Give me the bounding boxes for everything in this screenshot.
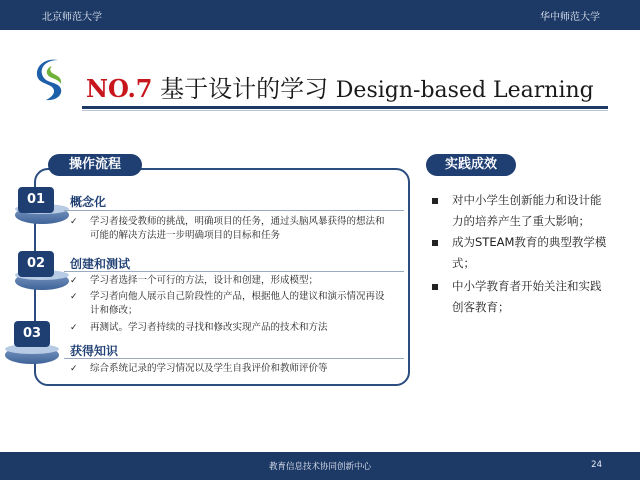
footer-center: 教育信息技术协同创新中心: [268, 462, 371, 472]
check-icon: ✓: [70, 276, 78, 286]
step-number-02: 02: [18, 251, 54, 277]
square-bullet-icon: [432, 284, 438, 290]
check-icon: ✓: [70, 217, 78, 227]
results-label: 实践成效: [426, 154, 516, 176]
left-institution: 北京师范大学: [42, 12, 102, 23]
institution-logo-icon: [34, 56, 70, 104]
check-icon: ✓: [70, 292, 78, 302]
result-item: 对中小学生创新能力和设计能力的培养产生了重大影响；: [452, 193, 602, 228]
slide-title: [86, 74, 594, 106]
process-label: 操作流程: [48, 154, 142, 176]
step-divider: [64, 358, 404, 359]
top-bar: [0, 0, 640, 30]
footer-bar: [0, 452, 640, 480]
step-item: 再测试。学习者持续的寻找和修改实现产品的技术和方法: [90, 322, 328, 333]
step-item: 学习者向他人展示自己阶段性的产品，根据他人的建议和演示情况再设计和修改；: [90, 291, 385, 316]
step-item: 学习者接受教师的挑战，明确项目的任务，通过头脑风暴获得的想法和可能的解决方法进一步明确项目的目标和任务: [90, 216, 385, 241]
step-number-01: 01: [18, 187, 54, 213]
step-item: 综合系统记录的学习情况以及学生自我评价和教师评价等: [90, 363, 328, 374]
title-rule-thin: [82, 110, 608, 111]
right-institution: 华中师范大学: [540, 12, 600, 23]
title-chinese: 基于设计的学习: [160, 75, 329, 103]
result-item: 成为STEAM教育的典型教学模式；: [452, 235, 607, 270]
step-title-01: 概念化: [70, 195, 107, 209]
step-divider: [64, 210, 404, 211]
square-bullet-icon: [432, 240, 438, 246]
step-title-02: 创建和测试: [70, 257, 131, 271]
title-rule: [82, 106, 608, 109]
square-bullet-icon: [432, 198, 438, 204]
title-number: NO.7: [86, 74, 153, 103]
check-icon: ✓: [70, 364, 78, 374]
step-number-03: 03: [14, 321, 50, 347]
step-title-03: 获得知识: [70, 344, 119, 358]
step-divider: [64, 271, 404, 272]
step-item: 学习者选择一个可行的方法，设计和创建，形成模型；: [90, 275, 319, 286]
check-icon: ✓: [70, 323, 78, 333]
result-item: 中小学教育者开始关注和实践创客教育；: [452, 279, 602, 314]
page-number: 24: [591, 460, 602, 470]
title-english: Design-based Learning: [335, 78, 594, 103]
